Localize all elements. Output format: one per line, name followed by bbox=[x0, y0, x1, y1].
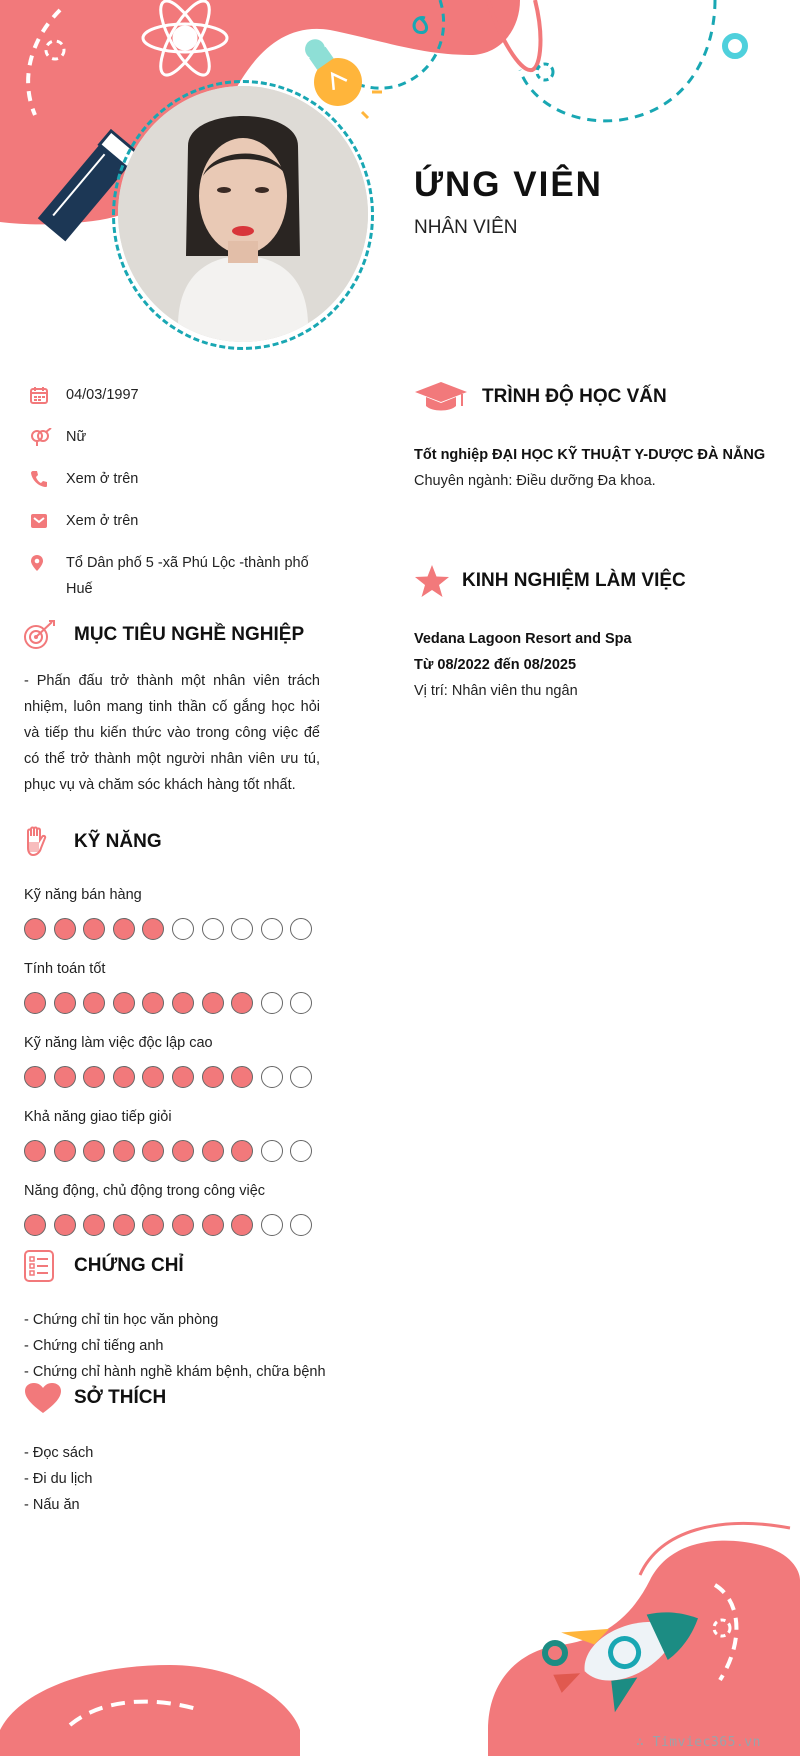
contact-text: Xem ở trên bbox=[66, 471, 139, 487]
rating-dot-filled bbox=[172, 992, 194, 1014]
skill-name: Kỹ năng làm việc độc lập cao bbox=[24, 1035, 213, 1051]
rating-dot-filled bbox=[231, 1140, 253, 1162]
rating-dot-empty bbox=[261, 992, 283, 1014]
contact-text: Tổ Dân phố 5 -xã Phú Lộc -thành phố Huế bbox=[66, 555, 309, 597]
section-hobbies-header bbox=[24, 1382, 166, 1414]
certificate-item: - Chứng chỉ hành nghề khám bệnh, chữa bệnh bbox=[24, 1364, 326, 1380]
rating-dot-filled bbox=[142, 1214, 164, 1236]
hobbies-list bbox=[24, 1440, 93, 1518]
rating-dot-filled bbox=[24, 1066, 46, 1088]
rating-dot-filled bbox=[202, 992, 224, 1014]
rating-dot-filled bbox=[172, 1066, 194, 1088]
skill-item bbox=[24, 1180, 324, 1254]
rating-dot-filled bbox=[231, 1066, 253, 1088]
skill-item bbox=[24, 958, 324, 1032]
skill-rating bbox=[24, 918, 324, 940]
graduation-cap-icon bbox=[414, 380, 482, 414]
education-major: Chuyên ngành: Điều dưỡng Đa khoa. bbox=[414, 473, 656, 489]
rating-dot-filled bbox=[142, 918, 164, 940]
contact-birthday bbox=[24, 382, 324, 408]
skill-name: Kỹ năng bán hàng bbox=[24, 887, 142, 903]
rating-dot-filled bbox=[54, 1214, 76, 1236]
contact-text: 04/03/1997 bbox=[66, 387, 139, 403]
skill-rating bbox=[24, 1066, 324, 1088]
rating-dot-empty bbox=[261, 1140, 283, 1162]
skill-item bbox=[24, 1106, 324, 1180]
rating-dot-empty bbox=[202, 918, 224, 940]
section-title: SỞ THÍCH bbox=[74, 1387, 167, 1408]
rating-dot-filled bbox=[142, 1140, 164, 1162]
rating-dot-empty bbox=[261, 918, 283, 940]
education-school: Tốt nghiệp ĐẠI HỌC KỸ THUẬT Y-DƯỢC ĐÀ NẴNG bbox=[414, 447, 766, 463]
rating-dot-filled bbox=[113, 1140, 135, 1162]
rating-dot-empty bbox=[261, 1214, 283, 1236]
rating-dot-filled bbox=[83, 1214, 105, 1236]
candidate-title: NHÂN VIÊN bbox=[414, 217, 518, 238]
skill-item bbox=[24, 884, 324, 958]
skill-item bbox=[24, 1032, 324, 1106]
skill-name: Tính toán tốt bbox=[24, 961, 106, 977]
contact-text: Nữ bbox=[66, 429, 87, 445]
section-skills-header bbox=[24, 826, 162, 858]
rating-dot-filled bbox=[231, 1214, 253, 1236]
rating-dot-filled bbox=[83, 1140, 105, 1162]
certificate-item: - Chứng chỉ tiếng anh bbox=[24, 1338, 164, 1354]
education-block bbox=[414, 442, 774, 494]
rating-dot-empty bbox=[261, 1066, 283, 1088]
experience-block bbox=[414, 626, 774, 704]
certificates-list bbox=[24, 1307, 326, 1385]
rating-dot-empty bbox=[290, 918, 312, 940]
rating-dot-filled bbox=[83, 992, 105, 1014]
section-title: TRÌNH ĐỘ HỌC VẤN bbox=[482, 386, 667, 407]
location-icon bbox=[24, 550, 66, 576]
rating-dot-filled bbox=[113, 1214, 135, 1236]
rating-dot-filled bbox=[54, 1140, 76, 1162]
rating-dot-filled bbox=[24, 1140, 46, 1162]
rating-dot-filled bbox=[54, 918, 76, 940]
star-icon bbox=[414, 564, 462, 598]
rating-dot-filled bbox=[202, 1066, 224, 1088]
hobby-item: - Đọc sách bbox=[24, 1445, 94, 1461]
experience-company: Vedana Lagoon Resort and Spa bbox=[414, 631, 632, 647]
rating-dot-filled bbox=[24, 1214, 46, 1236]
rating-dot-empty bbox=[231, 918, 253, 940]
contact-text: Xem ở trên bbox=[66, 513, 139, 529]
target-icon bbox=[24, 620, 74, 650]
experience-position: Vị trí: Nhân viên thu ngân bbox=[414, 683, 578, 699]
objective-text: - Phấn đấu trở thành một nhân viên trách nhiệm, luôn mang tinh thần cố gắng học hỏi và tiếp thu kiến thức vào trong công việc để có thể trở thành một người nhân viên ưu tú, phục vụ và chăm sóc khách hàng tốt nhất. bbox=[24, 673, 320, 793]
skill-name: Khả năng giao tiếp giỏi bbox=[24, 1109, 172, 1125]
section-title: KINH NGHIỆM LÀM VIỆC bbox=[462, 570, 686, 591]
skill-rating bbox=[24, 1214, 324, 1236]
rating-dot-empty bbox=[172, 918, 194, 940]
rating-dot-filled bbox=[231, 992, 253, 1014]
calendar-icon bbox=[24, 382, 66, 408]
section-certificates-header bbox=[24, 1250, 184, 1282]
mail-icon bbox=[24, 508, 66, 534]
rating-dot-filled bbox=[172, 1140, 194, 1162]
contact-email bbox=[24, 508, 324, 534]
skills-list bbox=[24, 884, 324, 1254]
rating-dot-filled bbox=[113, 992, 135, 1014]
contact-list bbox=[24, 382, 324, 618]
rating-dot-empty bbox=[290, 1140, 312, 1162]
heart-icon bbox=[24, 1382, 74, 1414]
rating-dot-filled bbox=[113, 918, 135, 940]
checklist-icon bbox=[24, 1250, 74, 1282]
hobby-item: - Nấu ăn bbox=[24, 1497, 80, 1513]
experience-period: Từ 08/2022 đến 08/2025 bbox=[414, 657, 577, 673]
rating-dot-filled bbox=[202, 1140, 224, 1162]
rating-dot-filled bbox=[113, 1066, 135, 1088]
hobby-item: - Đi du lịch bbox=[24, 1471, 93, 1487]
section-experience-header bbox=[414, 564, 686, 598]
section-title: KỸ NĂNG bbox=[74, 831, 162, 852]
rating-dot-filled bbox=[24, 992, 46, 1014]
candidate-name: ỨNG VIÊN bbox=[414, 165, 603, 204]
skill-rating bbox=[24, 1140, 324, 1162]
avatar-photo bbox=[118, 86, 368, 342]
rating-dot-filled bbox=[142, 992, 164, 1014]
certificate-item: - Chứng chỉ tin học văn phòng bbox=[24, 1312, 219, 1328]
rating-dot-filled bbox=[83, 918, 105, 940]
rating-dot-filled bbox=[172, 1214, 194, 1236]
rating-dot-filled bbox=[54, 1066, 76, 1088]
hand-icon bbox=[24, 826, 74, 858]
contact-phone bbox=[24, 466, 324, 492]
watermark: ∴ Timviec365.vn bbox=[636, 1735, 761, 1750]
rating-dot-empty bbox=[290, 1066, 312, 1088]
avatar bbox=[112, 80, 374, 350]
rating-dot-empty bbox=[290, 1214, 312, 1236]
rating-dot-filled bbox=[54, 992, 76, 1014]
skill-rating bbox=[24, 992, 324, 1014]
rating-dot-filled bbox=[142, 1066, 164, 1088]
rating-dot-filled bbox=[24, 918, 46, 940]
contact-gender bbox=[24, 424, 324, 450]
contact-address bbox=[24, 550, 324, 602]
section-objective-header bbox=[24, 620, 304, 650]
phone-icon bbox=[24, 466, 66, 492]
section-title: MỤC TIÊU NGHỀ NGHIỆP bbox=[74, 624, 305, 645]
section-title: CHỨNG CHỈ bbox=[74, 1255, 184, 1276]
rating-dot-filled bbox=[202, 1214, 224, 1236]
rating-dot-empty bbox=[290, 992, 312, 1014]
section-education-header bbox=[414, 380, 667, 414]
rating-dot-filled bbox=[83, 1066, 105, 1088]
gender-icon bbox=[24, 424, 66, 450]
skill-name: Năng động, chủ động trong công việc bbox=[24, 1183, 266, 1199]
